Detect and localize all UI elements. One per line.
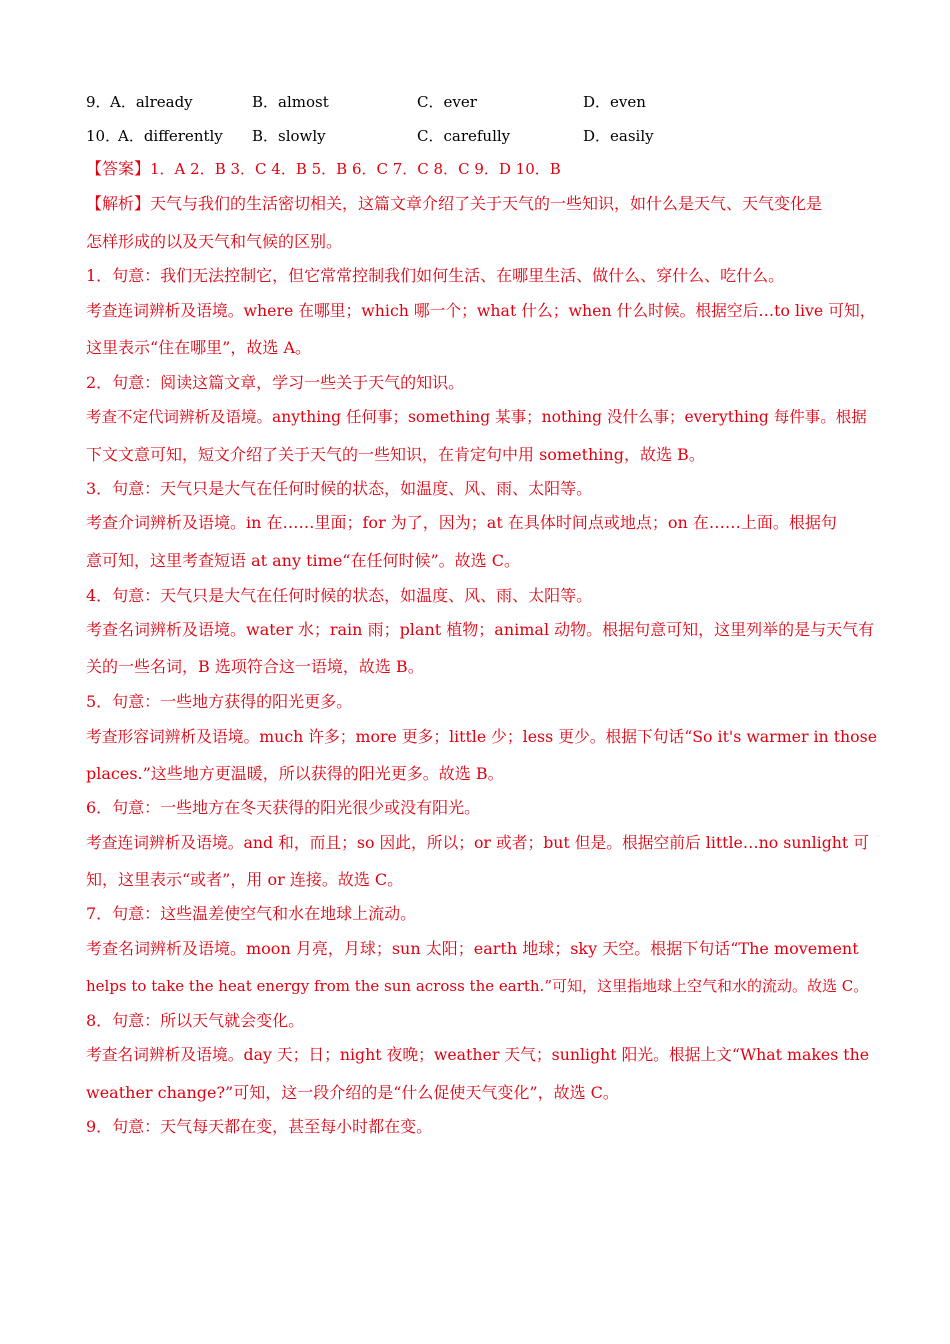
option-b: B．slowly: [252, 127, 326, 145]
option-d: D．easily: [583, 127, 654, 145]
item-explain-line-2: weather change?”可知，这一段介绍的是“什么促使天气变化”，故选 C。: [86, 1083, 619, 1102]
option-c: C．carefully: [417, 127, 511, 145]
item-explain-line-1: 考查不定代词辨析及语境。anything 任何事；something 某事；nothing 没什么事；everything 每件事。根据: [86, 408, 867, 426]
analysis-line-2: 怎样形成的以及天气和气候的区别。: [86, 232, 343, 251]
question-number: 9．: [86, 93, 111, 111]
option-d: D．even: [583, 93, 646, 111]
answer-line: [86, 158, 876, 180]
option-a: A．already: [110, 93, 193, 111]
item-meaning: 5．句意：一些地方获得的阳光更多。: [86, 692, 353, 711]
item-explain-line-1: 考查连词辨析及语境。and 和，而且；so 因此，所以；or 或者；but 但是。根据空前后 little…no sunlight 可: [86, 833, 870, 852]
last-item-meaning: 9．句意：天气每天都在变，甚至每小时都在变。: [86, 1117, 433, 1136]
item-explain-line-1: 考查介词辨析及语境。in 在……里面；for 为了，因为；at 在具体时间点或地点；on 在……上面。根据句: [86, 513, 837, 532]
item-meaning: 7．句意：这些温差使空气和水在地球上流动。: [86, 904, 417, 923]
item-explain-line-2: 这里表示“住在哪里”，故选 A。: [86, 338, 312, 357]
item-explain-line-1: 考查连词辨析及语境。where 在哪里；which 哪一个；what 什么；when 什么时候。根据空后…to live 可知，: [86, 301, 876, 320]
item-explain-line-2: 关的一些名词，B 选项符合这一语境，故选 B。: [86, 657, 424, 676]
item-meaning: 6．句意：一些地方在冬天获得的阳光很少或没有阳光。: [86, 798, 481, 817]
item-meaning: 3．句意：天气只是大气在任何时候的状态，如温度、风、雨、太阳等。: [86, 479, 593, 498]
analysis-line-1: 【解析】天气与我们的生活密切相关，这篇文章介绍了关于天气的一些知识，如什么是天气、天气变化是: [86, 194, 823, 213]
item-explain-line-2: places.”这些地方更温暖，所以获得的阳光更多。故选 B。: [86, 764, 504, 783]
item-explain-line-2: 下文文意可知，短文介绍了关于天气的一些知识，在肯定句中用 something，故选 B。: [86, 445, 705, 464]
item-explain-line-2: 意可知，这里考查短语 at any time“在任何时候”。故选 C。: [86, 551, 520, 570]
item-meaning: 1．句意：我们无法控制它，但它常常控制我们如何生活、在哪里生活、做什么、穿什么、吃什么。: [86, 266, 785, 285]
options-row-10: [86, 125, 706, 147]
item-meaning: 2．句意：阅读这篇文章，学习一些关于天气的知识。: [86, 373, 465, 392]
answer-tag: 【答案】: [86, 159, 151, 178]
item-explain-line-1: 考查名词辨析及语境。day 天；日；night 夜晚；weather 天气；sunlight 阳光。根据上文“What makes the: [86, 1045, 870, 1064]
answer-text: 1．A 2．B 3．C 4．B 5．B 6．C 7．C 8．C 9．D 10．B: [150, 160, 561, 178]
item-explain-line-1: 考查名词辨析及语境。water 水；rain 雨；plant 植物；animal 动物。根据句意可知，这里列举的是与天气有: [86, 620, 875, 639]
item-meaning: 8．句意：所以天气就会变化。: [86, 1011, 305, 1030]
option-c: C．ever: [417, 93, 477, 111]
item-explain-line-2: helps to take the heat energy from the sun across the earth.”可知，这里指地球上空气和水的流动。故选 C。: [86, 977, 869, 995]
item-explain-line-1: 考查名词辨析及语境。moon 月亮，月球；sun 太阳；earth 地球；sky 天空。根据下句话“The movement: [86, 939, 859, 958]
option-b: B．almost: [252, 93, 329, 111]
question-number: 10．: [86, 127, 121, 145]
item-explain-line-2: 知，这里表示“或者”，用 or 连接。故选 C。: [86, 870, 404, 889]
item-explain-line-1: 考查形容词辨析及语境。much 许多；more 更多；little 少；less 更少。根据下句话“So it's warmer in those: [86, 727, 878, 746]
options-row-9: [86, 91, 706, 113]
analysis-tag: 【解析】: [86, 194, 151, 213]
item-meaning: 4．句意：天气只是大气在任何时候的状态，如温度、风、雨、太阳等。: [86, 586, 593, 605]
option-a: A．differently: [118, 127, 223, 145]
